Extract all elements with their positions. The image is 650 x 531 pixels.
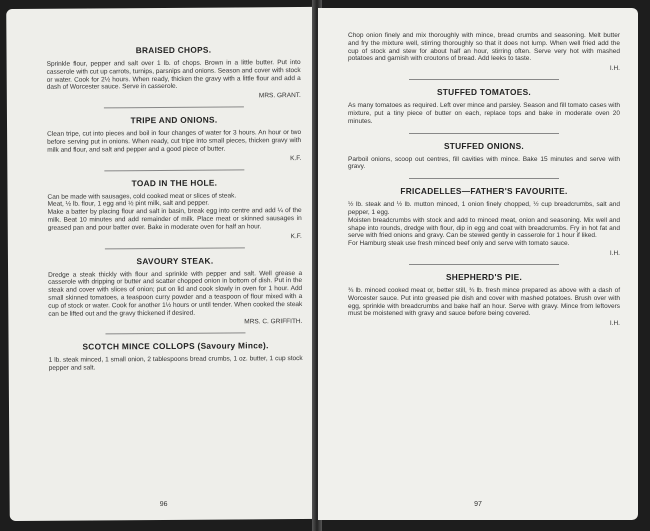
recipe xyxy=(49,340,303,372)
divider xyxy=(104,169,244,171)
recipe xyxy=(46,44,300,101)
left-page xyxy=(6,7,318,521)
recipe xyxy=(348,87,620,125)
recipe-title: SAVOURY STEAK. xyxy=(136,255,214,266)
divider xyxy=(409,264,559,265)
recipe-body: Chop onion finely and mix thoroughly with mince, bread crumbs and seasoning. Melt butter and fry the mixture well, stirring thoroughly so that it does not lump. When well fried add the cup of stock and stew for about half an hour, stirring often. Serve very hot with mashed potatoes and garnish with croutons of bread. Add leeks to taste. xyxy=(348,32,620,63)
recipe-title: STUFFED TOMATOES. xyxy=(436,87,532,98)
recipe xyxy=(48,255,302,328)
recipe-body: Dredge a steak thickly with flour and sprinkle with pepper and salt. Well grease a casserole with dripping or butter and scatter chopped onion in bottom of dish. Put in the steak and cover with slices of onion; put on lid and cook slowly in oven for 1 hour. Add small skinned tomatoes, a teaspoon curry powder and a teaspoon of flour mixed with a cup of stock or water. Cook for another 1½ hours or until tender. When cooked the steak can be lifted out and the gravy thickened if desired. xyxy=(48,269,303,318)
recipe xyxy=(47,177,301,242)
divider xyxy=(104,107,244,109)
recipe-title: BRAISED CHOPS. xyxy=(135,44,212,56)
recipe-body: Can be made with sausages, cold cooked meat or slices of steak. Meat, ½ lb. flour, 1 egg and ½ pint milk, salt and pepper. Make a batter by placing flour and salt in basin, break egg into centre and add ¼ of the milk. Beat 10 minutes and add remainder of milk. Place meat or skinned sausages in greased pan and pour batter over. Bake in moderate oven for half an hour. xyxy=(47,192,302,232)
recipe-body: Clean tripe, cut into pieces and boil in four changes of water for 3 hours. An hour or two before serving put in onions. When ready, cut tripe into small pieces, thicken gravy with milk and flour, and salt and pepper and a good piece of butter. xyxy=(47,129,302,154)
recipe-body: Parboil onions, scoop out centres, fill cavities with mince. Bake 15 minutes and serve with gravy. xyxy=(348,155,620,171)
recipe xyxy=(348,141,620,172)
right-page xyxy=(318,8,638,520)
recipe-continuation xyxy=(348,32,620,72)
recipe-title: STUFFED ONIONS. xyxy=(443,140,525,151)
divider xyxy=(105,247,245,249)
recipe-body: As many tomatoes as required. Left over mince and parsley. Season and fill tomato cases with mixture, put a tiny piece of butter on each, replace tops and bake in moderate oven 20 minutes. xyxy=(348,102,620,125)
page-number: 97 xyxy=(474,501,482,508)
recipe-title: SCOTCH MINCE COLLOPS (Savoury Mince). xyxy=(82,340,269,352)
divider xyxy=(409,133,559,134)
recipe-signature: I.H. xyxy=(609,249,620,257)
divider xyxy=(106,333,246,335)
recipe xyxy=(348,186,620,257)
recipe-body: ½ lb. steak and ½ lb. mutton minced, 1 onion finely chopped, ½ cup breadcrumbs, salt and pepper, 1 egg. Moisten breadcrumbs with stock and add to minced meat, onion and seasoning. Mix well and shape into rounds, dredge with flour, dip in egg and coat with breadcrumbs. Fry in hot fat and serve with fried onions and gravy. Can be stewed gently in casserole for 1 hour if liked. For Hamburg steak use fresh minced beef only and serve with tomato sauce. xyxy=(348,201,620,248)
page-number: 96 xyxy=(159,500,168,509)
recipe-title: FRICADELLES—FATHER'S FAVOURITE. xyxy=(400,186,568,197)
recipe-body: Sprinkle flour, pepper and salt over 1 lb. of chops. Brown in a little butter. Put into casserole with cut up carrots, turnips, parsnips and onions. Season and cover with stock or water. Cook for 2½ hours. When ready, thicken the gravy with a little flour and add a dash of Worcester sauce. Serve in casserole. xyxy=(46,59,301,92)
recipe xyxy=(47,114,301,163)
recipe-signature: K.F. xyxy=(290,154,302,162)
divider xyxy=(409,79,559,80)
recipe-signature: I.H. xyxy=(609,65,620,73)
recipe-body: ¾ lb. minced cooked meat or, better still, ¾ lb. fresh mince prepared as above with a dash of Worcester sauce. Put into greased pie dish and cover with mashed potatoes. Brush over with egg, sprinkle with breadcrumbs and bake half an hour. Serve with gravy. Mince from leftovers must be moistened with gravy and sauce before being covered. xyxy=(348,286,620,318)
recipe-title: TOAD IN THE HOLE. xyxy=(131,177,218,188)
recipe-signature: I.H. xyxy=(609,320,620,328)
recipe-body: 1 lb. steak minced, 1 small onion, 2 tablespoons bread crumbs, 1 oz. butter, 1 cup stock pepper and salt. xyxy=(48,355,303,372)
recipe xyxy=(348,272,620,327)
recipe-signature: MRS. C. GRIFFITH. xyxy=(244,318,303,326)
recipe-title: TRIPE AND ONIONS. xyxy=(130,114,218,126)
recipe-signature: K.F. xyxy=(290,232,302,240)
recipe-title: SHEPHERD'S PIE. xyxy=(445,271,523,282)
divider xyxy=(409,178,559,179)
recipe-signature: MRS. GRANT. xyxy=(258,92,301,100)
